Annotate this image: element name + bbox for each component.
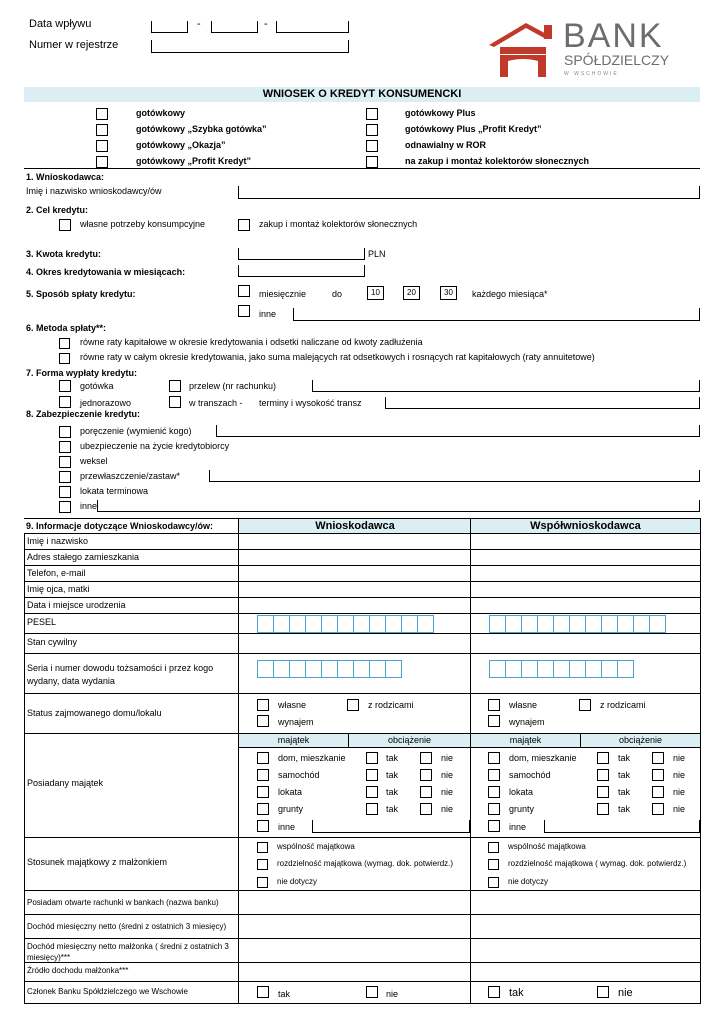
- burden-a-no-label-4: nie: [441, 804, 454, 814]
- burden-b-yes-label-2: tak: [618, 770, 631, 780]
- section-5-title: 5. Sposób spłaty kredytu:: [26, 289, 136, 299]
- type-checkbox-2[interactable]: [96, 124, 108, 136]
- payout-terms-label: terminy i wysokość transz: [259, 398, 362, 408]
- amount-field[interactable]: [238, 248, 365, 260]
- date-received-label: Data wpływu: [29, 18, 92, 30]
- section-6-title: 6. Metoda spłaty**:: [26, 323, 107, 333]
- assets-header-b: majątek: [509, 735, 542, 745]
- asset-b-label-3: lokata: [509, 787, 534, 797]
- repay-other-field[interactable]: [293, 308, 700, 321]
- pesel-applicant[interactable]: [257, 615, 434, 633]
- row-parents: Imię ojca, matki: [27, 584, 90, 594]
- repay-each-label: każdego miesiąca*: [472, 289, 548, 299]
- mp-a-na-label: nie dotyczy: [277, 877, 318, 886]
- member-a-yes-label: tak: [278, 989, 291, 999]
- bank-logo: [486, 17, 686, 82]
- burden-b-no-label-2: nie: [673, 770, 686, 780]
- asset-b-cb-4[interactable]: [488, 803, 500, 815]
- security-label-3: weksel: [80, 456, 108, 466]
- housing-parents-a[interactable]: [347, 699, 359, 711]
- asset-a-label-5: inne: [278, 822, 296, 832]
- burden-b-yes-3[interactable]: [597, 786, 609, 798]
- section-8-title: 8. Zabezpieczenie kredytu:: [26, 409, 141, 419]
- date-year-field[interactable]: [276, 21, 349, 33]
- type-checkbox-3[interactable]: [96, 140, 108, 152]
- burden-a-yes-3[interactable]: [366, 786, 378, 798]
- security-label-5: lokata terminowa: [80, 486, 149, 496]
- burden-a-yes-label-1: tak: [386, 753, 399, 763]
- burden-a-no-label-1: nie: [441, 753, 454, 763]
- member-b-no[interactable]: [597, 986, 609, 998]
- security-pledge-field[interactable]: [209, 470, 700, 482]
- mp-a-joint[interactable]: [257, 842, 268, 853]
- asset-b-cb-3[interactable]: [488, 786, 500, 798]
- asset-b-label-2: samochód: [509, 770, 551, 780]
- payout-once-checkbox[interactable]: [59, 396, 71, 408]
- housing-rent-a[interactable]: [257, 715, 269, 727]
- type-label-3: gotówkowy „Okazja”: [136, 140, 226, 150]
- burden-a-yes-2[interactable]: [366, 769, 378, 781]
- asset-a-cb-3[interactable]: [257, 786, 269, 798]
- mp-b-sep-label: rozdzielność majątkowa ( wymag. dok. potwierdz.): [508, 859, 687, 868]
- row-accounts: Posiadam otwarte rachunki w bankach (nazwa banku): [27, 898, 219, 907]
- security-label-1: poręczenie (wymienić kogo): [80, 426, 192, 436]
- burden-a-yes-label-3: tak: [386, 787, 399, 797]
- burden-a-no-label-3: nie: [441, 787, 454, 797]
- member-a-yes[interactable]: [257, 986, 269, 998]
- burden-b-no-3[interactable]: [652, 786, 664, 798]
- burden-b-no-label-1: nie: [673, 753, 686, 763]
- security-label-2: ubezpieczenie na życie kredytobiorcy: [80, 441, 230, 451]
- row-housing: Status zajmowanego domu/lokalu: [27, 708, 162, 718]
- row-address: Adres stałego zamieszkania: [27, 552, 140, 562]
- repay-other-checkbox[interactable]: [238, 305, 250, 317]
- type-checkbox-7[interactable]: [366, 140, 378, 152]
- row-phone: Telefon, e-mail: [27, 568, 86, 578]
- burden-a-yes-1[interactable]: [366, 752, 378, 764]
- logo-city-text: W WSCHOWIE: [564, 71, 619, 77]
- purpose-solar-label: zakup i montaż kolektorów słonecznych: [259, 219, 418, 229]
- burden-a-no-1[interactable]: [420, 752, 432, 764]
- logo-bank-text: BANK: [563, 17, 664, 55]
- asset-a-cb-2[interactable]: [257, 769, 269, 781]
- type-label-1: gotówkowy: [136, 108, 185, 118]
- mp-a-joint-label: wspólność majątkowa: [277, 842, 355, 851]
- member-a-no[interactable]: [366, 986, 378, 998]
- repay-day-10[interactable]: 10: [367, 286, 384, 300]
- asset-a-label-3: lokata: [278, 787, 303, 797]
- pesel-coapplicant[interactable]: [489, 615, 666, 633]
- burden-a-no-4[interactable]: [420, 803, 432, 815]
- id-applicant[interactable]: [257, 660, 402, 678]
- section-3-title: 3. Kwota kredytu:: [26, 249, 102, 259]
- row-spouse-source: Źródło dochodu małżonka***: [27, 966, 129, 975]
- burden-a-yes-label-2: tak: [386, 770, 399, 780]
- row-marital: Stan cywilny: [27, 637, 78, 647]
- burden-a-no-2[interactable]: [420, 769, 432, 781]
- member-b-yes[interactable]: [488, 986, 500, 998]
- asset-a-label-2: samochód: [278, 770, 320, 780]
- type-label-8: na zakup i montaż kolektorów słonecznych: [405, 156, 590, 166]
- housing-parents-a-label: z rodzicami: [368, 700, 414, 710]
- member-b-yes-label: tak: [509, 987, 524, 999]
- row-pesel: PESEL: [27, 617, 57, 627]
- security-cb-4[interactable]: [59, 471, 71, 483]
- type-checkbox-5[interactable]: [366, 108, 378, 120]
- type-checkbox-1[interactable]: [96, 108, 108, 120]
- burden-b-no-1[interactable]: [652, 752, 664, 764]
- member-b-no-label: nie: [618, 987, 633, 999]
- mp-b-sep[interactable]: [488, 859, 499, 870]
- section-1-title: 1. Wnioskodawca:: [26, 172, 105, 182]
- burden-b-no-2[interactable]: [652, 769, 664, 781]
- housing-own-b-label: własne: [509, 700, 538, 710]
- burden-b-no-4[interactable]: [652, 803, 664, 815]
- payout-cash-label: gotówka: [80, 381, 114, 391]
- housing-own-a[interactable]: [257, 699, 269, 711]
- mp-a-sep[interactable]: [257, 859, 268, 870]
- type-checkbox-4[interactable]: [96, 156, 108, 168]
- asset-b-cb-1[interactable]: [488, 752, 500, 764]
- burden-header-b: obciążenie: [618, 735, 663, 745]
- asset-b-cb-2[interactable]: [488, 769, 500, 781]
- repay-monthly-checkbox[interactable]: [238, 285, 250, 297]
- date-sep-1: -: [197, 18, 201, 30]
- col-coapplicant: Współwnioskodawca: [530, 520, 641, 532]
- id-coapplicant[interactable]: [489, 660, 634, 678]
- type-label-4: gotówkowy „Profit Kredyt”: [136, 156, 252, 166]
- security-cb-5[interactable]: [59, 486, 71, 498]
- burden-b-no-label-3: nie: [673, 787, 686, 797]
- payout-transfer-checkbox[interactable]: [169, 380, 181, 392]
- housing-rent-a-label: wynajem: [278, 717, 314, 727]
- asset-b-label-4: grunty: [509, 804, 535, 814]
- burden-b-yes-label-4: tak: [618, 804, 631, 814]
- burden-a-yes-4[interactable]: [366, 803, 378, 815]
- method-linear-label: równe raty kapitałowe w okresie kredytowania i odsetki naliczane od kwoty zadłużenia: [80, 337, 423, 347]
- housing-parents-b-label: z rodzicami: [600, 700, 646, 710]
- purpose-solar-checkbox[interactable]: [238, 219, 250, 231]
- repay-other-label: inne: [259, 309, 277, 319]
- burden-b-yes-1[interactable]: [597, 752, 609, 764]
- section-7-title: 7. Forma wypłaty kredytu:: [26, 368, 138, 378]
- method-linear-checkbox[interactable]: [59, 338, 70, 349]
- payout-once-label: jednorazowo: [80, 398, 132, 408]
- section-9-title: 9. Informacje dotyczące Wnioskodawcy/ów:: [26, 521, 214, 531]
- housing-own-a-label: własne: [278, 700, 307, 710]
- mp-a-na[interactable]: [257, 877, 268, 888]
- burden-b-yes-4[interactable]: [597, 803, 609, 815]
- payout-transfer-label: przelew (nr rachunku): [189, 381, 277, 391]
- security-cb-1[interactable]: [59, 426, 71, 438]
- type-label-2: gotówkowy „Szybka gotówka”: [136, 124, 267, 134]
- mp-b-joint-label: wspólność majątkowa: [508, 842, 586, 851]
- section-4-title: 4. Okres kredytowania w miesiącach:: [26, 267, 186, 277]
- housing-rent-b-label: wynajem: [509, 717, 545, 727]
- asset-b-label-5: inne: [509, 822, 527, 832]
- row-birth: Data i miejsce urodzenia: [27, 600, 126, 610]
- asset-b-label-1: dom, mieszkanie: [509, 753, 577, 763]
- asset-b-cb-5[interactable]: [488, 820, 500, 832]
- method-annuity-label: równe raty w całym okresie kredytowania, jako suma malejących rat odsetkowych i rosnących rat kapitałowych (raty annuitetowe): [80, 352, 595, 362]
- method-annuity-checkbox[interactable]: [59, 353, 70, 364]
- security-guarantor-field[interactable]: [216, 425, 700, 437]
- burden-header-a: obciążenie: [387, 735, 432, 745]
- row-name: Imię i nazwisko: [27, 536, 89, 546]
- security-cb-6[interactable]: [59, 501, 71, 513]
- asset-a-cb-4[interactable]: [257, 803, 269, 815]
- date-day-field[interactable]: [151, 21, 188, 33]
- register-number-label: Numer w rejestrze: [29, 39, 119, 51]
- asset-b-other-field[interactable]: [544, 820, 700, 833]
- burden-b-yes-label-3: tak: [618, 787, 631, 797]
- row-assets: Posiadany majątek: [27, 778, 104, 788]
- mp-a-sep-label: rozdzielność majątkowa (wymag. dok. potwierdz.): [277, 859, 454, 868]
- repay-day-20[interactable]: 20: [403, 286, 420, 300]
- security-cb-3[interactable]: [59, 456, 71, 468]
- burden-b-yes-2[interactable]: [597, 769, 609, 781]
- security-cb-2[interactable]: [59, 441, 71, 453]
- type-label-5: gotówkowy Plus: [405, 108, 476, 118]
- type-checkbox-6[interactable]: [366, 124, 378, 136]
- row-income: Dochód miesięczny netto (średni z ostatnich 3 miesięcy): [27, 922, 227, 931]
- asset-a-cb-5[interactable]: [257, 820, 269, 832]
- burden-b-yes-label-1: tak: [618, 753, 631, 763]
- repay-day-30[interactable]: 30: [440, 286, 457, 300]
- register-number-field[interactable]: [151, 40, 349, 53]
- repay-monthly-label: miesięcznie: [259, 289, 307, 299]
- security-other-field[interactable]: [97, 500, 700, 512]
- applicant-name-field[interactable]: [238, 186, 700, 199]
- logo-sub-text: SPÓŁDZIELCZY: [564, 52, 670, 68]
- amount-unit: PLN: [368, 249, 386, 259]
- security-label-4: przewłaszczenie/zastaw*: [80, 471, 181, 481]
- applicant-name-label: Imię i nazwisko wnioskodawcy/ów: [26, 186, 162, 196]
- payout-tranches-checkbox[interactable]: [169, 396, 181, 408]
- asset-a-label-4: grunty: [278, 804, 304, 814]
- purpose-own-label: własne potrzeby konsumpcyjne: [80, 219, 206, 229]
- row-marital-property: Stosunek majątkowy z małżonkiem: [27, 857, 168, 867]
- assets-header-a: majątek: [277, 735, 310, 745]
- repay-do-label: do: [332, 289, 343, 299]
- burden-a-no-3[interactable]: [420, 786, 432, 798]
- type-checkbox-8[interactable]: [366, 156, 378, 168]
- housing-own-b[interactable]: [488, 699, 500, 711]
- asset-a-cb-1[interactable]: [257, 752, 269, 764]
- housing-parents-b[interactable]: [579, 699, 591, 711]
- mp-b-na[interactable]: [488, 877, 499, 888]
- burden-b-no-label-4: nie: [673, 804, 686, 814]
- asset-a-label-1: dom, mieszkanie: [278, 753, 346, 763]
- row-spouse-income: Dochód miesięczny netto małżonka ( średni z ostatnich 3 miesięcy)***: [27, 942, 229, 962]
- col-applicant: Wnioskodawca: [315, 520, 395, 532]
- form-title: WNIOSEK O KREDYT KONSUMENCKI: [24, 87, 700, 102]
- payout-tranches-label: w transzach -: [189, 398, 243, 408]
- row-id: Seria i numer dowodu tożsamości i przez kogo wydany, data wydania: [27, 663, 214, 686]
- purpose-own-checkbox[interactable]: [59, 219, 71, 231]
- section-2-title: 2. Cel kredytu:: [26, 205, 89, 215]
- payout-terms-field[interactable]: [385, 397, 700, 409]
- housing-rent-b[interactable]: [488, 715, 500, 727]
- date-month-field[interactable]: [211, 21, 258, 33]
- payout-cash-checkbox[interactable]: [59, 380, 71, 392]
- type-label-7: odnawialny w ROR: [405, 140, 487, 150]
- period-field[interactable]: [238, 265, 365, 277]
- mp-b-na-label: nie dotyczy: [508, 877, 549, 886]
- row-member: Członek Banku Spółdzielczego we Wschowie: [27, 987, 188, 996]
- asset-a-other-field[interactable]: [312, 820, 470, 833]
- security-label-6: inne: [80, 501, 98, 511]
- member-a-no-label: nie: [386, 989, 399, 999]
- burden-a-yes-label-4: tak: [386, 804, 399, 814]
- payout-account-field[interactable]: [312, 380, 700, 392]
- mp-b-joint[interactable]: [488, 842, 499, 853]
- date-sep-2: -: [264, 18, 268, 30]
- burden-a-no-label-2: nie: [441, 770, 454, 780]
- type-label-6: gotówkowy Plus „Profit Kredyt”: [405, 124, 542, 134]
